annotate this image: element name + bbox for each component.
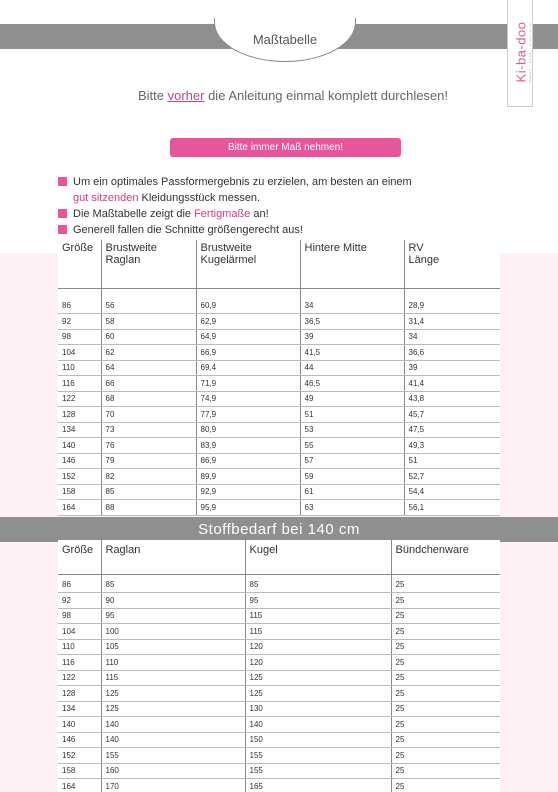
notes-list [58, 174, 412, 238]
table-cell: 39 [300, 329, 404, 345]
table-cell: 164 [58, 500, 101, 516]
table-cell: 25 [391, 593, 500, 609]
table-cell: 86 [58, 298, 101, 314]
table-cell: 160 [101, 763, 245, 779]
table-cell: 140 [58, 717, 101, 733]
table-cell: 86 [58, 577, 101, 593]
table-cell: 25 [391, 701, 500, 717]
table-cell: 170 [101, 779, 245, 792]
note-item [58, 174, 412, 190]
table-cell: 116 [58, 655, 101, 671]
table-cell: 69,4 [196, 360, 300, 376]
table-cell: 58 [101, 314, 196, 330]
table-cell: 115 [101, 670, 245, 686]
table-cell: 125 [101, 701, 245, 717]
table-cell: 134 [58, 422, 101, 438]
table-cell: 140 [101, 717, 245, 733]
table-row [58, 670, 500, 686]
table-cell: 146 [58, 732, 101, 748]
table-cell: 60,9 [196, 298, 300, 314]
table-cell: 80,9 [196, 422, 300, 438]
table-cell: 77,9 [196, 407, 300, 423]
table-row [58, 608, 500, 624]
table-row [58, 748, 500, 764]
note-text: Generell fallen die Schnitte größengerecht aus! [73, 224, 303, 236]
table-row [58, 345, 500, 361]
table-cell: 51 [300, 407, 404, 423]
table-cell: 115 [245, 608, 391, 624]
fabric-section-title: Stoffbedarf bei 140 cm [198, 521, 360, 538]
table-cell: 79 [101, 453, 196, 469]
table-cell: 34 [404, 329, 500, 345]
table-cell: 66 [101, 376, 196, 392]
table-cell: 25 [391, 639, 500, 655]
table-cell: 120 [245, 655, 391, 671]
instruction-text-end: die Anleitung einmal komplett durchlesen! [204, 88, 449, 103]
table-cell: 115 [245, 624, 391, 640]
table-cell: 150 [245, 732, 391, 748]
table-spacer-cell [196, 288, 300, 298]
table-cell: 95,9 [196, 500, 300, 516]
pink-square-bullet-icon [58, 177, 67, 186]
column-header: Hintere Mitte [300, 240, 404, 288]
table-cell: 128 [58, 407, 101, 423]
table-cell: 89,9 [196, 469, 300, 485]
table-cell: 46,5 [300, 376, 404, 392]
fabric-section-bar [0, 517, 558, 542]
table-spacer-row [58, 288, 500, 298]
table-cell: 68 [101, 391, 196, 407]
table-cell: 36,6 [404, 345, 500, 361]
table-row [58, 314, 500, 330]
table-cell: 52,7 [404, 469, 500, 485]
table-cell: 120 [245, 639, 391, 655]
table-cell: 110 [58, 639, 101, 655]
table-cell: 25 [391, 686, 500, 702]
table-cell: 64 [101, 360, 196, 376]
table-cell: 25 [391, 670, 500, 686]
table-row [58, 500, 500, 516]
table-cell: 92,9 [196, 484, 300, 500]
table-row [58, 655, 500, 671]
note-item [58, 206, 412, 222]
note-text: Kleidungsstück messen. [138, 192, 261, 204]
table-cell: 104 [58, 624, 101, 640]
table-cell: 25 [391, 577, 500, 593]
column-header: Bündchenware [391, 540, 500, 574]
size-table [58, 240, 500, 516]
note-emphasis: Fertigmaße [194, 208, 251, 220]
table-row [58, 391, 500, 407]
table-cell: 83,9 [196, 438, 300, 454]
table-cell: 130 [245, 701, 391, 717]
measure-banner-text: Bitte immer Maß nehmen! [227, 142, 344, 153]
table-cell: 25 [391, 732, 500, 748]
table-cell: 165 [245, 779, 391, 792]
table-cell: 164 [58, 779, 101, 792]
table-cell: 28,9 [404, 298, 500, 314]
table-cell: 128 [58, 686, 101, 702]
table-row [58, 763, 500, 779]
table-cell: 104 [58, 345, 101, 361]
table-cell: 86,9 [196, 453, 300, 469]
table-row [58, 732, 500, 748]
table-cell: 140 [101, 732, 245, 748]
table-cell: 152 [58, 748, 101, 764]
measure-banner [170, 138, 401, 157]
table-cell: 56,1 [404, 500, 500, 516]
table-cell: 95 [101, 608, 245, 624]
table-spacer-cell [58, 288, 101, 298]
table-cell: 92 [58, 593, 101, 609]
table-cell: 51 [404, 453, 500, 469]
table-cell: 158 [58, 763, 101, 779]
table-spacer-cell [300, 288, 404, 298]
table-cell: 76 [101, 438, 196, 454]
table-cell: 95 [245, 593, 391, 609]
table-cell: 25 [391, 748, 500, 764]
instruction-highlight: vorher [167, 88, 205, 103]
column-header: Brustweite Kugelärmel [196, 240, 300, 288]
table-row [58, 484, 500, 500]
note-text: an! [250, 208, 269, 220]
table-row [58, 422, 500, 438]
table-cell: 125 [101, 686, 245, 702]
logo-text: Ki-ba-doo [513, 21, 529, 83]
table-cell: 70 [101, 407, 196, 423]
table-cell: 25 [391, 779, 500, 792]
table-cell: 122 [58, 391, 101, 407]
table-row [58, 717, 500, 733]
column-header: Brustweite Raglan [101, 240, 196, 288]
table-cell: 73 [101, 422, 196, 438]
pink-square-bullet-icon [58, 209, 67, 218]
logo-subtext: Nähen · Spaß · Kreativität [528, 21, 532, 83]
table-cell: 62 [101, 345, 196, 361]
table-cell: 98 [58, 329, 101, 345]
table-spacer-cell [101, 288, 196, 298]
table-cell: 85 [245, 577, 391, 593]
note-text: Die Maßtabelle zeigt die [73, 208, 195, 220]
table-cell: 25 [391, 763, 500, 779]
table-row [58, 469, 500, 485]
table-cell: 98 [58, 608, 101, 624]
table-cell: 34 [300, 298, 404, 314]
table-row [58, 438, 500, 454]
table-cell: 155 [245, 748, 391, 764]
table-row [58, 453, 500, 469]
table-cell: 82 [101, 469, 196, 485]
table-cell: 61 [300, 484, 404, 500]
table-cell: 54,4 [404, 484, 500, 500]
table-cell: 110 [58, 360, 101, 376]
fabric-table [58, 540, 500, 792]
table-cell: 59 [300, 469, 404, 485]
table-cell: 92 [58, 314, 101, 330]
table-cell: 122 [58, 670, 101, 686]
table-cell: 146 [58, 453, 101, 469]
table-cell: 49,3 [404, 438, 500, 454]
note-item [58, 222, 412, 238]
table-cell: 140 [58, 438, 101, 454]
note-emphasis: gut sitzenden [73, 192, 139, 204]
note-text: Um ein optimales Passformergebnis zu erzielen, am besten an einem [73, 176, 412, 188]
table-cell: 71,9 [196, 376, 300, 392]
table-cell: 44 [300, 360, 404, 376]
column-header: Größe [58, 540, 101, 574]
pink-square-bullet-icon [58, 225, 67, 234]
table-cell: 158 [58, 484, 101, 500]
table-cell: 140 [245, 717, 391, 733]
size-table-header [58, 240, 500, 288]
table-cell: 152 [58, 469, 101, 485]
table-cell: 64,9 [196, 329, 300, 345]
table-cell: 25 [391, 717, 500, 733]
table-row [58, 577, 500, 593]
table-row [58, 624, 500, 640]
table-cell: 49 [300, 391, 404, 407]
table-cell: 47,5 [404, 422, 500, 438]
table-cell: 63 [300, 500, 404, 516]
table-row [58, 701, 500, 717]
table-cell: 25 [391, 655, 500, 671]
table-row [58, 360, 500, 376]
table-cell: 125 [245, 686, 391, 702]
table-row [58, 298, 500, 314]
table-cell: 45,7 [404, 407, 500, 423]
table-cell: 60 [101, 329, 196, 345]
table-row [58, 376, 500, 392]
column-header: RV Länge [404, 240, 500, 288]
table-cell: 62,9 [196, 314, 300, 330]
table-cell: 125 [245, 670, 391, 686]
table-cell: 56 [101, 298, 196, 314]
table-cell: 41,5 [300, 345, 404, 361]
table-cell: 25 [391, 608, 500, 624]
table-row [58, 639, 500, 655]
table-spacer-cell [404, 288, 500, 298]
page-title-tab [214, 18, 356, 62]
table-cell: 85 [101, 577, 245, 593]
read-instructions-note [0, 88, 558, 103]
table-cell: 57 [300, 453, 404, 469]
table-cell: 100 [101, 624, 245, 640]
table-cell: 155 [245, 763, 391, 779]
instruction-text-start: Bitte [137, 88, 168, 103]
table-cell: 39 [404, 360, 500, 376]
note-continuation [58, 190, 412, 206]
table-cell: 85 [101, 484, 196, 500]
table-cell: 155 [101, 748, 245, 764]
fabric-table-header [58, 540, 500, 574]
table-cell: 55 [300, 438, 404, 454]
header-bar [0, 24, 558, 49]
table-row [58, 329, 500, 345]
table-cell: 36,5 [300, 314, 404, 330]
table-cell: 53 [300, 422, 404, 438]
table-cell: 88 [101, 500, 196, 516]
page-title: Maßtabelle [252, 32, 318, 47]
table-row [58, 407, 500, 423]
table-cell: 134 [58, 701, 101, 717]
table-row [58, 593, 500, 609]
table-cell: 105 [101, 639, 245, 655]
table-cell: 41,4 [404, 376, 500, 392]
table-cell: 25 [391, 624, 500, 640]
column-header: Größe [58, 240, 101, 288]
table-cell: 43,8 [404, 391, 500, 407]
table-cell: 66,9 [196, 345, 300, 361]
table-cell: 31,4 [404, 314, 500, 330]
table-row [58, 686, 500, 702]
table-cell: 110 [101, 655, 245, 671]
table-row [58, 779, 500, 792]
table-cell: 74,9 [196, 391, 300, 407]
column-header: Kugel [245, 540, 391, 574]
table-cell: 116 [58, 376, 101, 392]
table-cell: 90 [101, 593, 245, 609]
column-header: Raglan [101, 540, 245, 574]
